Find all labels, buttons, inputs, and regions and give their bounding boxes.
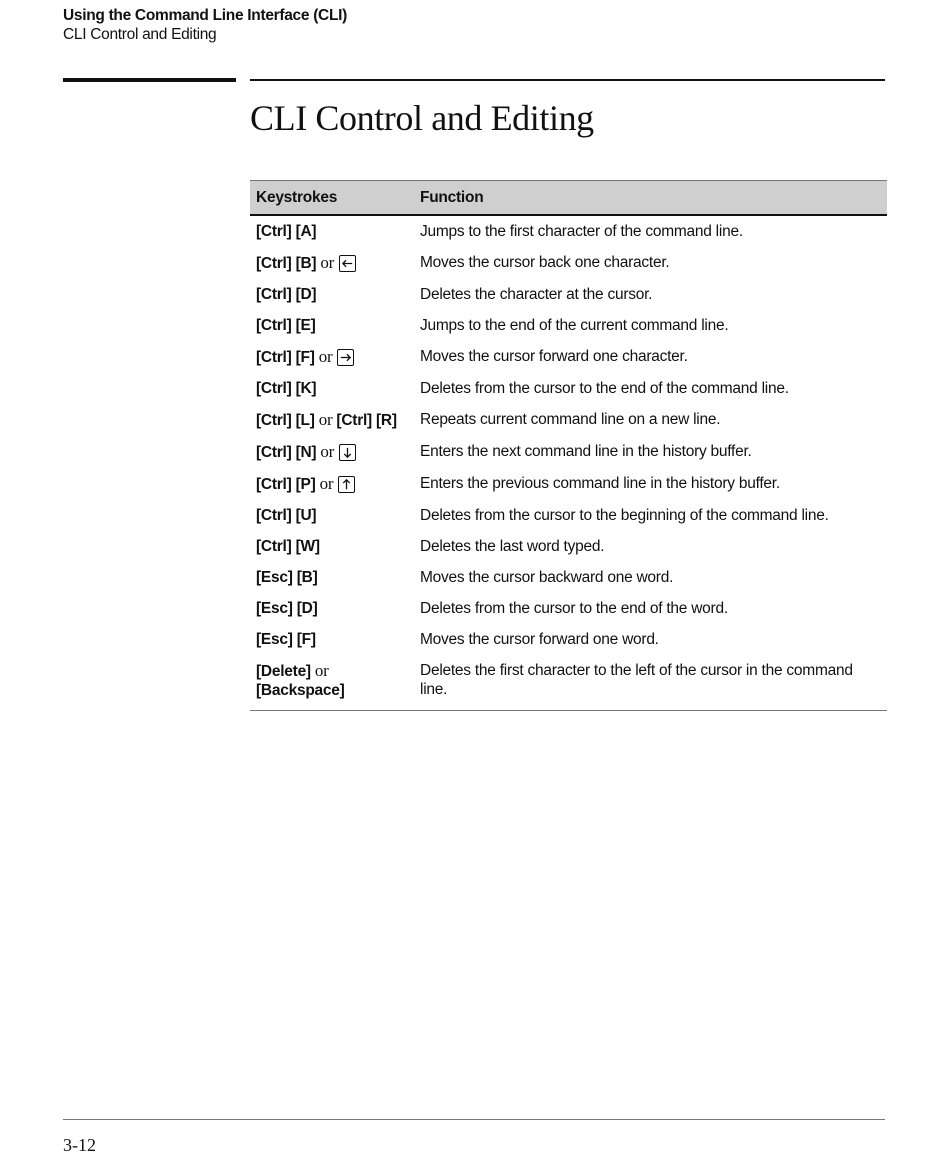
function-cell: Jumps to the end of the current command line. [420,317,729,334]
function-cell: Repeats current command line on a new line. [420,411,721,428]
table-row [250,373,887,404]
running-head [63,6,347,44]
table-row [250,500,887,531]
function-cell: Deletes the character at the cursor. [420,286,653,303]
or-connector: or [318,410,333,429]
table-header-row [250,181,887,216]
header-rule-left [63,78,236,82]
function-cell: Moves the cursor back one character. [420,254,670,271]
keystroke-table [250,180,887,711]
keystroke-cell [250,655,414,711]
or-connector: or [320,253,335,272]
header-rule-right [250,79,885,81]
table-row [250,341,887,373]
table-row [250,562,887,593]
keystroke: [Ctrl] [L] [256,412,315,429]
table-row [250,593,887,624]
table-row [250,215,887,247]
function-cell: Moves the cursor backward one word. [420,569,674,586]
table-row [250,247,887,279]
function-cell: Moves the cursor forward one character. [420,348,688,365]
function-cell: Moves the cursor forward one word. [420,631,659,648]
or-connector: or [319,474,334,493]
keystroke: [Ctrl] [E] [256,317,316,334]
keystroke-cell [250,624,414,655]
right-arrow-key-icon [337,349,354,366]
function-cell: Deletes from the cursor to the end of the command line. [420,380,789,397]
or-connector: or [314,661,329,680]
keystroke-cell [250,215,414,247]
footer-rule [63,1119,885,1120]
alternate-keystroke: [Ctrl] [R] [336,412,397,429]
keystroke-table-wrapper [250,180,887,711]
table-row [250,279,887,310]
running-head-section: CLI Control and Editing [63,26,217,43]
keystroke: [Ctrl] [D] [256,286,317,303]
keystroke-cell [250,247,414,279]
keystroke-cell [250,341,414,373]
keystroke: [Ctrl] [A] [256,223,317,240]
column-header-function: Function [414,181,887,216]
keystroke: [Ctrl] [F] [256,349,315,366]
or-connector: or [318,347,333,366]
keystroke: [Esc] [D] [256,600,318,617]
keystroke-cell [250,593,414,624]
keystroke-cell [250,373,414,404]
keystroke: [Ctrl] [U] [256,507,317,524]
keystroke-cell [250,404,414,436]
table-row [250,310,887,341]
keystroke-cell [250,562,414,593]
table-row [250,655,887,711]
function-cell: Enters the next command line in the history buffer. [420,443,752,460]
table-row [250,531,887,562]
keystroke-cell [250,500,414,531]
function-cell: Deletes the last word typed. [420,538,605,555]
function-cell: Deletes the first character to the left of the cursor in the command line. [414,655,887,711]
column-header-keystrokes: Keystrokes [250,181,414,216]
or-connector: or [320,442,335,461]
keystroke: [Ctrl] [N] [256,444,317,461]
keystroke: [Ctrl] [P] [256,476,316,493]
function-cell: Deletes from the cursor to the end of the word. [420,600,728,617]
function-cell: Jumps to the first character of the command line. [420,223,743,240]
left-arrow-key-icon [339,255,356,272]
down-arrow-key-icon [339,444,356,461]
function-cell: Deletes from the cursor to the beginning of the command line. [420,507,829,524]
keystroke-cell [250,436,414,468]
alternate-keystroke: [Backspace] [256,682,345,699]
keystroke: [Delete] [256,663,311,680]
keystroke-cell [250,279,414,310]
keystroke: [Esc] [F] [256,631,316,648]
keystroke-cell [250,531,414,562]
keystroke: [Ctrl] [W] [256,538,320,555]
table-row [250,468,887,500]
table-row [250,624,887,655]
table-row [250,436,887,468]
up-arrow-key-icon [338,476,355,493]
keystroke: [Esc] [B] [256,569,318,586]
running-head-chapter: Using the Command Line Interface (CLI) [63,7,347,24]
keystroke: [Ctrl] [K] [256,380,317,397]
page-title: CLI Control and Editing [250,98,594,138]
table-row [250,404,887,436]
keystroke-cell [250,468,414,500]
page-number: 3-12 [63,1135,96,1155]
keystroke: [Ctrl] [B] [256,255,317,272]
function-cell: Enters the previous command line in the history buffer. [420,475,780,492]
keystroke-cell [250,310,414,341]
